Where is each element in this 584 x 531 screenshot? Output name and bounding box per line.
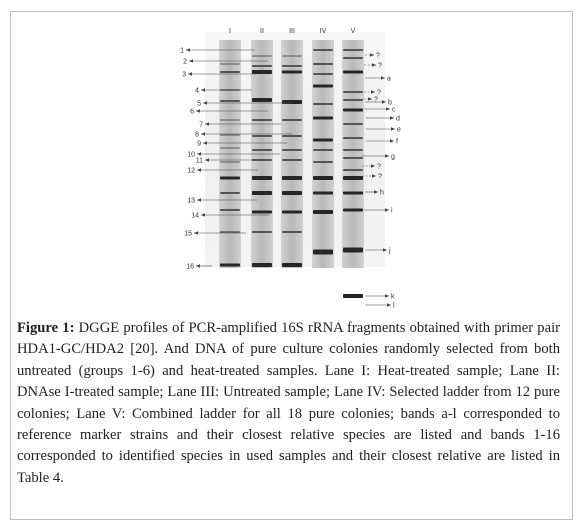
gel-band (220, 135, 240, 136)
left-leader-arrowhead (188, 72, 192, 76)
gel-band (313, 176, 333, 180)
gel-band (343, 149, 363, 151)
gel-band (220, 148, 240, 149)
left-band-label: 14 (191, 212, 199, 220)
gel-band (252, 191, 272, 195)
right-leader-arrowhead (386, 107, 390, 111)
gel-band (220, 264, 240, 267)
gel-lane (281, 40, 303, 268)
right-band-label: c (392, 106, 396, 114)
gel-band (343, 209, 363, 212)
left-band-label: 4 (195, 87, 199, 95)
gel-band (220, 100, 240, 102)
left-band-label: 8 (195, 131, 199, 139)
right-leader-arrowhead (390, 116, 394, 120)
gel-band (220, 192, 240, 194)
gel-band (313, 139, 333, 142)
gel-band (343, 294, 363, 298)
left-leader-arrowhead (201, 88, 205, 92)
caption-text: DGGE profiles of PCR-amplified 16S rRNA fragments obtained with primer pair HDA1-GC/HDA2 [20]. And DNA of pure culture colonies randomly selected from both untreated (groups 1-6) and heat-treated samples. Lane I: Heat-treated sample; Lane II: DNAse I-treated sample; Lane III: Untreated sample; Lane IV: Selected ladder from 12 pure colonies; Lane V: Combined ladder for all 18 pure colonies; bands a-l corresponded to reference marker strains and their closest relative species are listed and bands 1-16 corresponded to identified species in used samples and their closest relative are listed in Table 4. (17, 320, 560, 486)
gel-band (252, 65, 272, 67)
left-band-label: 2 (183, 58, 187, 66)
left-band-label: 12 (187, 167, 195, 175)
gel-band (252, 211, 272, 214)
lane-label: III (289, 28, 295, 35)
left-leader-arrowhead (196, 264, 200, 268)
right-band-label: d (396, 115, 400, 123)
gel-band (282, 135, 302, 137)
gel-band (343, 57, 363, 59)
right-band-label: i (391, 207, 393, 215)
right-leader-arrowhead (385, 208, 389, 212)
right-band-label: k (391, 293, 395, 301)
right-band-label: ? (374, 96, 378, 104)
left-band-label: 15 (184, 230, 192, 238)
gel-band (252, 98, 272, 102)
gel-band (282, 176, 302, 180)
right-leader-arrowhead (391, 127, 395, 131)
gel-band (220, 120, 240, 121)
gel-band (252, 149, 272, 151)
gel-band (343, 176, 363, 180)
gel-band (220, 231, 240, 233)
left-leader-arrowhead (196, 109, 200, 113)
right-band-label: e (397, 126, 401, 134)
right-band-label: ? (377, 89, 381, 97)
left-band-label: 10 (187, 151, 195, 159)
gel-band (343, 99, 363, 101)
gel-band (343, 169, 363, 171)
lane-label: II (260, 28, 264, 35)
gel-band (282, 263, 302, 267)
gel-band (313, 103, 333, 105)
gel-band (220, 177, 240, 180)
left-band-label: 9 (197, 140, 201, 148)
gel-band (282, 56, 302, 57)
left-leader-arrowhead (197, 152, 201, 156)
gel-band (282, 149, 302, 151)
left-band-label: 3 (182, 71, 186, 79)
right-band-label: f (396, 138, 398, 146)
gel-band (282, 100, 302, 104)
left-band-label: 1 (180, 47, 184, 55)
left-band-label: 7 (199, 121, 203, 129)
right-leader-arrowhead (387, 303, 391, 307)
gel-band (282, 119, 302, 121)
gel-band (282, 159, 302, 161)
left-band-label: 5 (197, 100, 201, 108)
gel-band (313, 192, 333, 195)
right-band-label: l (393, 302, 395, 310)
gel-band (220, 64, 240, 65)
left-band-label: 13 (187, 197, 195, 205)
gel-band (282, 65, 302, 67)
lane-label: IV (319, 28, 327, 35)
gel-band (282, 231, 302, 233)
gel-band (282, 211, 302, 214)
left-leader-arrowhead (186, 48, 190, 52)
gel-band (313, 49, 333, 51)
gel-band (220, 162, 240, 163)
right-band-label: a (387, 75, 391, 83)
gel-band (252, 176, 272, 180)
gel-band (252, 56, 272, 57)
gel-band (313, 210, 333, 214)
gel-band (343, 109, 363, 112)
gel-band (252, 119, 272, 121)
right-band-label: ? (378, 173, 382, 181)
right-leader-arrowhead (390, 139, 394, 143)
left-leader-arrowhead (201, 132, 205, 136)
gel-band (313, 161, 333, 163)
gel-band (220, 209, 240, 211)
gel-band (220, 71, 240, 73)
left-band-label: 16 (186, 263, 194, 271)
right-band-label: g (391, 153, 395, 161)
right-band-label: ? (377, 163, 381, 171)
left-leader-arrowhead (201, 213, 205, 217)
gel-band (343, 157, 363, 159)
gel-band (343, 71, 363, 74)
gel-band (343, 248, 363, 253)
gel-band (282, 191, 302, 195)
gel-band (313, 63, 333, 65)
right-band-label: ? (378, 62, 382, 70)
gel-band (252, 231, 272, 233)
left-band-label: 11 (195, 157, 203, 165)
gel-band (282, 71, 302, 74)
gel-band (313, 85, 333, 88)
gel-band (252, 135, 272, 137)
left-leader-arrowhead (194, 231, 198, 235)
gel-band (252, 70, 272, 74)
gel-band (252, 263, 272, 267)
gel-lane (342, 40, 364, 268)
gel-band (313, 73, 333, 75)
left-band-label: 6 (190, 108, 194, 116)
lane-label: V (350, 28, 356, 35)
figure-caption (17, 318, 560, 489)
gel-band (343, 192, 363, 195)
caption-label: Figure 1: (17, 320, 75, 336)
right-band-label: ? (376, 52, 380, 60)
left-leader-arrowhead (189, 59, 193, 63)
right-leader-arrowhead (385, 294, 389, 298)
left-leader-arrowhead (197, 168, 201, 172)
lane-label: I (229, 28, 231, 35)
right-band-label: b (388, 99, 392, 107)
gel-band (313, 250, 333, 255)
gel-band (343, 91, 363, 93)
gel-band (313, 149, 333, 151)
left-leader-arrowhead (197, 198, 201, 202)
gel-band (343, 123, 363, 125)
right-leader-arrowhead (385, 154, 389, 158)
right-band-label: h (380, 189, 384, 197)
gel-band (343, 137, 363, 139)
right-band-label: j (389, 247, 391, 255)
gel-band (343, 49, 363, 51)
gel-band (313, 117, 333, 120)
